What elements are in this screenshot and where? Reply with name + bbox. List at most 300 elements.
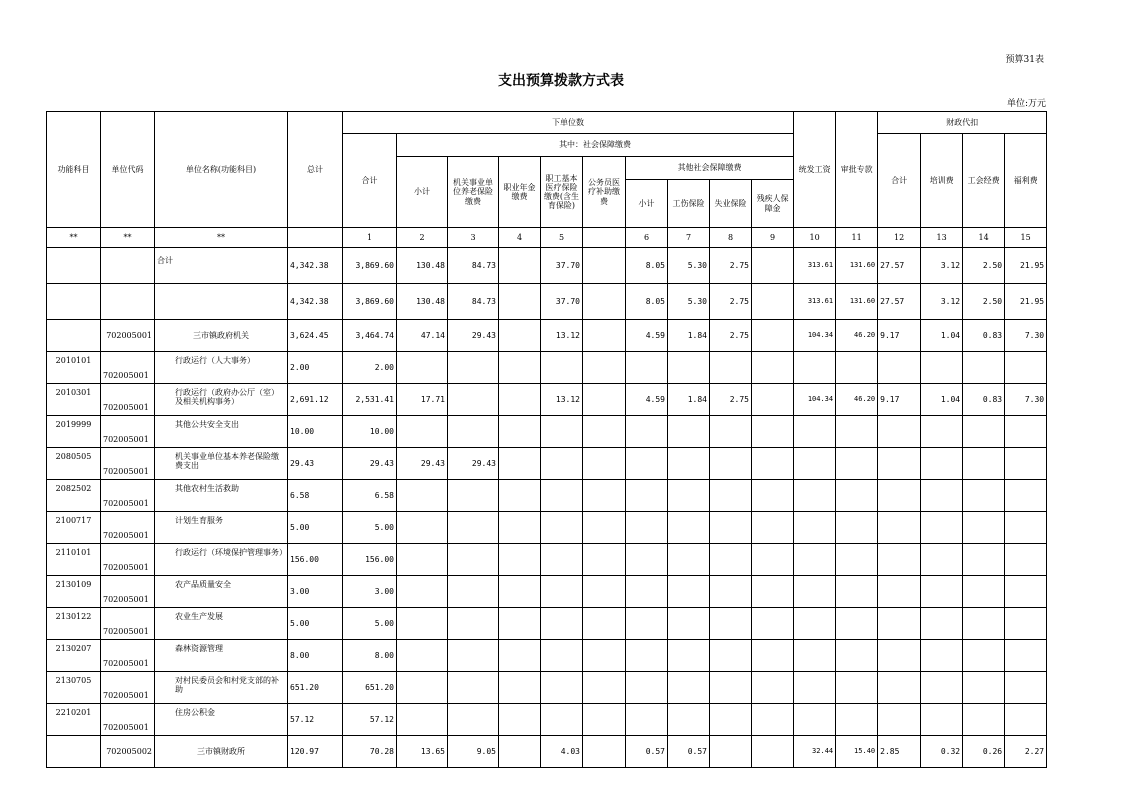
cell-name: 住房公积金 xyxy=(155,704,288,736)
cell-sum: 156.00 xyxy=(343,544,397,576)
cell-small xyxy=(397,608,448,640)
cell-func: 2010301 xyxy=(47,384,101,416)
cell-ftotal: 9.17 xyxy=(878,384,921,416)
cell-sum: 3,464.74 xyxy=(343,320,397,352)
cell-func: 2019999 xyxy=(47,416,101,448)
cell-func: 2100717 xyxy=(47,512,101,544)
cell-code: 702005001 xyxy=(101,352,155,384)
header-fin-total: 合计 xyxy=(878,134,921,228)
cell-welfare: 2.27 xyxy=(1005,736,1047,768)
header-other-social: 其他社会保障缴费 xyxy=(626,157,794,180)
cell-ftotal xyxy=(878,352,921,384)
budget-table xyxy=(46,111,1047,768)
cell-unemp xyxy=(710,736,752,768)
header-disabled: 残疾人保障金 xyxy=(752,180,794,228)
cell-osmall: 0.57 xyxy=(626,736,668,768)
cell-small: 47.14 xyxy=(397,320,448,352)
header-pension: 机关事业单位养老保险缴费 xyxy=(448,157,499,228)
cell-ftotal: 9.17 xyxy=(878,320,921,352)
cell-name: 农产品质量安全 xyxy=(155,576,288,608)
cell-total: 5.00 xyxy=(288,512,343,544)
cell-ftotal xyxy=(878,512,921,544)
cell-sum: 2,531.41 xyxy=(343,384,397,416)
cell-disabled xyxy=(752,544,794,576)
cell-small xyxy=(397,544,448,576)
cell-name: 合计 xyxy=(155,248,288,284)
cell-ftotal xyxy=(878,608,921,640)
cell-welfare xyxy=(1005,608,1047,640)
cell-sum: 3.00 xyxy=(343,576,397,608)
cell-code: 702005001 xyxy=(101,448,155,480)
header-civil-medical: 公务员医疗补助缴费 xyxy=(583,157,626,228)
cell-name: 计划生育服务 xyxy=(155,512,288,544)
cell-pension xyxy=(448,576,499,608)
table-row xyxy=(47,640,1047,672)
cell-unemp xyxy=(710,448,752,480)
cell-pension: 84.73 xyxy=(448,248,499,284)
column-number-cell: 6 xyxy=(626,228,668,248)
cell-pension xyxy=(448,544,499,576)
cell-pension xyxy=(448,704,499,736)
cell-pension: 9.05 xyxy=(448,736,499,768)
header-approved: 审批专款 xyxy=(836,112,878,228)
cell-union: 0.83 xyxy=(963,320,1005,352)
cell-code xyxy=(101,248,155,284)
cell-total: 8.00 xyxy=(288,640,343,672)
cell-union: 2.50 xyxy=(963,284,1005,320)
cell-name: 三市镇政府机关 xyxy=(155,320,288,352)
table-row xyxy=(47,736,1047,768)
cell-injury: 1.84 xyxy=(668,320,710,352)
cell-annuity xyxy=(499,480,541,512)
cell-name: 对村民委员会和村党支部的补助 xyxy=(155,672,288,704)
cell-disabled xyxy=(752,248,794,284)
cell-injury: 0.57 xyxy=(668,736,710,768)
cell-ftotal: 27.57 xyxy=(878,284,921,320)
table-row xyxy=(47,448,1047,480)
cell-salary xyxy=(794,512,836,544)
cell-name: 行政运行（人大事务） xyxy=(155,352,288,384)
cell-code: 702005001 xyxy=(101,416,155,448)
cell-civil xyxy=(583,416,626,448)
cell-salary xyxy=(794,416,836,448)
cell-injury xyxy=(668,672,710,704)
cell-civil xyxy=(583,640,626,672)
header-other-small: 小计 xyxy=(626,180,668,228)
header-training: 培训费 xyxy=(921,134,963,228)
cell-salary: 313.61 xyxy=(794,284,836,320)
cell-salary xyxy=(794,480,836,512)
cell-small: 130.48 xyxy=(397,284,448,320)
cell-ftotal xyxy=(878,480,921,512)
cell-disabled xyxy=(752,704,794,736)
cell-salary: 104.34 xyxy=(794,384,836,416)
cell-annuity xyxy=(499,320,541,352)
column-number-cell: 13 xyxy=(921,228,963,248)
cell-func xyxy=(47,320,101,352)
header-union: 工会经费 xyxy=(963,134,1005,228)
cell-medical: 37.70 xyxy=(541,248,583,284)
cell-osmall xyxy=(626,512,668,544)
cell-disabled xyxy=(752,608,794,640)
cell-approved: 15.40 xyxy=(836,736,878,768)
cell-approved xyxy=(836,704,878,736)
cell-ftotal xyxy=(878,576,921,608)
cell-union xyxy=(963,544,1005,576)
header-lower-unit: 下单位数 xyxy=(343,112,794,134)
cell-unemp xyxy=(710,480,752,512)
cell-approved xyxy=(836,672,878,704)
cell-union xyxy=(963,608,1005,640)
unit-label: 单位:万元 xyxy=(1006,99,1046,109)
cell-civil xyxy=(583,672,626,704)
cell-disabled xyxy=(752,736,794,768)
cell-annuity xyxy=(499,704,541,736)
cell-ftotal xyxy=(878,640,921,672)
cell-osmall xyxy=(626,480,668,512)
cell-approved: 131.60 xyxy=(836,284,878,320)
cell-training xyxy=(921,640,963,672)
cell-sum: 70.28 xyxy=(343,736,397,768)
cell-training xyxy=(921,672,963,704)
header-social-security: 其中：社会保障缴费 xyxy=(397,134,794,157)
cell-osmall xyxy=(626,704,668,736)
cell-injury xyxy=(668,480,710,512)
cell-sum: 3,869.60 xyxy=(343,248,397,284)
cell-union xyxy=(963,448,1005,480)
cell-medical xyxy=(541,448,583,480)
cell-annuity xyxy=(499,672,541,704)
cell-welfare xyxy=(1005,480,1047,512)
cell-disabled xyxy=(752,480,794,512)
cell-small: 130.48 xyxy=(397,248,448,284)
cell-salary: 32.44 xyxy=(794,736,836,768)
cell-disabled xyxy=(752,576,794,608)
column-number-cell: 10 xyxy=(794,228,836,248)
cell-code: 702005001 xyxy=(101,512,155,544)
cell-approved: 131.60 xyxy=(836,248,878,284)
cell-annuity xyxy=(499,352,541,384)
cell-code: 702005001 xyxy=(101,320,155,352)
cell-medical xyxy=(541,576,583,608)
header-finance-withhold: 财政代扣 xyxy=(878,112,1047,134)
cell-annuity xyxy=(499,512,541,544)
cell-code: 702005001 xyxy=(101,608,155,640)
cell-code: 702005001 xyxy=(101,544,155,576)
cell-name: 行政运行（政府办公厅（室）及相关机构事务） xyxy=(155,384,288,416)
cell-salary: 104.34 xyxy=(794,320,836,352)
cell-small xyxy=(397,416,448,448)
column-number-cell: 4 xyxy=(499,228,541,248)
cell-small xyxy=(397,704,448,736)
cell-union xyxy=(963,640,1005,672)
cell-injury xyxy=(668,608,710,640)
cell-annuity xyxy=(499,544,541,576)
table-row xyxy=(47,544,1047,576)
column-number-cell xyxy=(288,228,343,248)
column-number-cell: 9 xyxy=(752,228,794,248)
cell-small: 29.43 xyxy=(397,448,448,480)
cell-unemp: 2.75 xyxy=(710,284,752,320)
cell-sum: 29.43 xyxy=(343,448,397,480)
cell-injury: 1.84 xyxy=(668,384,710,416)
cell-injury xyxy=(668,352,710,384)
cell-code xyxy=(101,284,155,320)
cell-small xyxy=(397,480,448,512)
cell-total: 120.97 xyxy=(288,736,343,768)
cell-sum: 3,869.60 xyxy=(343,284,397,320)
cell-code: 702005001 xyxy=(101,672,155,704)
cell-func xyxy=(47,248,101,284)
cell-sum: 6.58 xyxy=(343,480,397,512)
cell-injury xyxy=(668,544,710,576)
cell-func: 2130207 xyxy=(47,640,101,672)
cell-osmall xyxy=(626,640,668,672)
cell-union: 0.26 xyxy=(963,736,1005,768)
cell-sum: 5.00 xyxy=(343,608,397,640)
table-row xyxy=(47,248,1047,284)
cell-medical xyxy=(541,352,583,384)
cell-pension xyxy=(448,512,499,544)
cell-training xyxy=(921,704,963,736)
cell-pension xyxy=(448,672,499,704)
cell-medical: 13.12 xyxy=(541,320,583,352)
column-number-row xyxy=(47,228,1047,248)
cell-salary xyxy=(794,576,836,608)
cell-ftotal xyxy=(878,416,921,448)
table-row xyxy=(47,480,1047,512)
cell-small xyxy=(397,672,448,704)
cell-training xyxy=(921,416,963,448)
cell-union xyxy=(963,576,1005,608)
cell-func: 2130122 xyxy=(47,608,101,640)
cell-civil xyxy=(583,384,626,416)
cell-func xyxy=(47,284,101,320)
cell-pension xyxy=(448,608,499,640)
cell-civil xyxy=(583,284,626,320)
column-number-cell: ** xyxy=(47,228,101,248)
header-sum: 合计 xyxy=(343,134,397,228)
cell-func: 2080505 xyxy=(47,448,101,480)
cell-medical xyxy=(541,672,583,704)
cell-total: 10.00 xyxy=(288,416,343,448)
cell-welfare: 7.30 xyxy=(1005,320,1047,352)
header-salary: 统发工资 xyxy=(794,112,836,228)
cell-injury: 5.30 xyxy=(668,284,710,320)
cell-unemp: 2.75 xyxy=(710,320,752,352)
cell-civil xyxy=(583,576,626,608)
column-number-cell: ** xyxy=(155,228,288,248)
cell-ftotal xyxy=(878,448,921,480)
cell-annuity xyxy=(499,736,541,768)
cell-civil xyxy=(583,448,626,480)
cell-salary xyxy=(794,448,836,480)
header-welfare: 福利费 xyxy=(1005,134,1047,228)
cell-welfare xyxy=(1005,672,1047,704)
cell-osmall: 4.59 xyxy=(626,320,668,352)
cell-pension xyxy=(448,416,499,448)
cell-union xyxy=(963,704,1005,736)
cell-total: 651.20 xyxy=(288,672,343,704)
cell-disabled xyxy=(752,448,794,480)
cell-total: 4,342.38 xyxy=(288,248,343,284)
cell-disabled xyxy=(752,416,794,448)
cell-medical: 4.03 xyxy=(541,736,583,768)
cell-approved xyxy=(836,416,878,448)
cell-pension xyxy=(448,640,499,672)
cell-disabled xyxy=(752,352,794,384)
cell-disabled xyxy=(752,512,794,544)
cell-total: 4,342.38 xyxy=(288,284,343,320)
cell-code: 702005001 xyxy=(101,576,155,608)
cell-unemp xyxy=(710,352,752,384)
cell-civil xyxy=(583,480,626,512)
cell-osmall xyxy=(626,352,668,384)
cell-medical xyxy=(541,416,583,448)
page-title: 支出预算拨款方式表 xyxy=(498,73,624,89)
cell-welfare: 21.95 xyxy=(1005,284,1047,320)
cell-total: 2,691.12 xyxy=(288,384,343,416)
cell-small: 13.65 xyxy=(397,736,448,768)
table-row xyxy=(47,352,1047,384)
cell-annuity xyxy=(499,284,541,320)
header-unit-name: 单位名称(功能科目) xyxy=(155,112,288,228)
cell-total: 3,624.45 xyxy=(288,320,343,352)
cell-medical xyxy=(541,608,583,640)
cell-medical: 13.12 xyxy=(541,384,583,416)
cell-training xyxy=(921,448,963,480)
cell-ftotal xyxy=(878,672,921,704)
table-row xyxy=(47,704,1047,736)
cell-small xyxy=(397,512,448,544)
table-row xyxy=(47,384,1047,416)
cell-name: 其他农村生活救助 xyxy=(155,480,288,512)
cell-injury xyxy=(668,448,710,480)
cell-ftotal xyxy=(878,704,921,736)
cell-name: 农业生产发展 xyxy=(155,608,288,640)
cell-func: 2082502 xyxy=(47,480,101,512)
cell-civil xyxy=(583,352,626,384)
column-number-cell: 15 xyxy=(1005,228,1047,248)
cell-civil xyxy=(583,320,626,352)
cell-injury xyxy=(668,512,710,544)
cell-injury xyxy=(668,640,710,672)
cell-union: 0.83 xyxy=(963,384,1005,416)
column-number-cell: 1 xyxy=(343,228,397,248)
cell-approved xyxy=(836,448,878,480)
cell-code: 702005001 xyxy=(101,384,155,416)
cell-civil xyxy=(583,512,626,544)
header-func-subject: 功能科目 xyxy=(47,112,101,228)
column-number-row-group xyxy=(47,228,1047,248)
cell-salary xyxy=(794,544,836,576)
cell-unemp: 2.75 xyxy=(710,248,752,284)
cell-welfare xyxy=(1005,544,1047,576)
cell-training: 3.12 xyxy=(921,284,963,320)
cell-annuity xyxy=(499,640,541,672)
cell-annuity xyxy=(499,576,541,608)
cell-unemp xyxy=(710,576,752,608)
header-annuity: 职业年金缴费 xyxy=(499,157,541,228)
cell-small xyxy=(397,352,448,384)
cell-training xyxy=(921,352,963,384)
cell-osmall xyxy=(626,672,668,704)
cell-approved xyxy=(836,512,878,544)
cell-sum: 5.00 xyxy=(343,512,397,544)
cell-approved xyxy=(836,352,878,384)
column-number-cell: ** xyxy=(101,228,155,248)
cell-salary xyxy=(794,672,836,704)
table-body xyxy=(47,248,1047,768)
column-number-cell: 2 xyxy=(397,228,448,248)
cell-unemp xyxy=(710,704,752,736)
cell-small: 17.71 xyxy=(397,384,448,416)
cell-annuity xyxy=(499,384,541,416)
header-injury: 工伤保险 xyxy=(668,180,710,228)
cell-union xyxy=(963,672,1005,704)
header-unemployment: 失业保险 xyxy=(710,180,752,228)
cell-sum: 57.12 xyxy=(343,704,397,736)
cell-disabled xyxy=(752,640,794,672)
cell-welfare xyxy=(1005,416,1047,448)
cell-annuity xyxy=(499,248,541,284)
table-header xyxy=(47,112,1047,228)
column-number-cell: 11 xyxy=(836,228,878,248)
cell-disabled xyxy=(752,384,794,416)
cell-sum: 2.00 xyxy=(343,352,397,384)
cell-code: 702005001 xyxy=(101,640,155,672)
cell-disabled xyxy=(752,672,794,704)
header-small-total: 小计 xyxy=(397,157,448,228)
cell-unemp xyxy=(710,512,752,544)
cell-union xyxy=(963,352,1005,384)
cell-disabled xyxy=(752,284,794,320)
cell-training: 0.32 xyxy=(921,736,963,768)
cell-name: 三市镇财政所 xyxy=(155,736,288,768)
table-row xyxy=(47,320,1047,352)
cell-unemp xyxy=(710,672,752,704)
cell-civil xyxy=(583,704,626,736)
cell-total: 2.00 xyxy=(288,352,343,384)
cell-unemp xyxy=(710,544,752,576)
cell-total: 3.00 xyxy=(288,576,343,608)
cell-osmall xyxy=(626,448,668,480)
cell-welfare: 7.30 xyxy=(1005,384,1047,416)
cell-disabled xyxy=(752,320,794,352)
cell-func: 2130705 xyxy=(47,672,101,704)
cell-welfare xyxy=(1005,640,1047,672)
cell-injury xyxy=(668,576,710,608)
cell-ftotal: 27.57 xyxy=(878,248,921,284)
cell-union xyxy=(963,512,1005,544)
cell-unemp: 2.75 xyxy=(710,384,752,416)
cell-training xyxy=(921,608,963,640)
cell-training xyxy=(921,544,963,576)
cell-approved: 46.20 xyxy=(836,384,878,416)
cell-name: 机关事业单位基本养老保险缴费支出 xyxy=(155,448,288,480)
cell-civil xyxy=(583,608,626,640)
cell-ftotal: 2.85 xyxy=(878,736,921,768)
cell-training: 3.12 xyxy=(921,248,963,284)
cell-annuity xyxy=(499,608,541,640)
cell-welfare xyxy=(1005,448,1047,480)
cell-total: 156.00 xyxy=(288,544,343,576)
cell-medical: 37.70 xyxy=(541,284,583,320)
cell-total: 5.00 xyxy=(288,608,343,640)
column-number-cell: 3 xyxy=(448,228,499,248)
cell-injury xyxy=(668,704,710,736)
cell-welfare xyxy=(1005,704,1047,736)
